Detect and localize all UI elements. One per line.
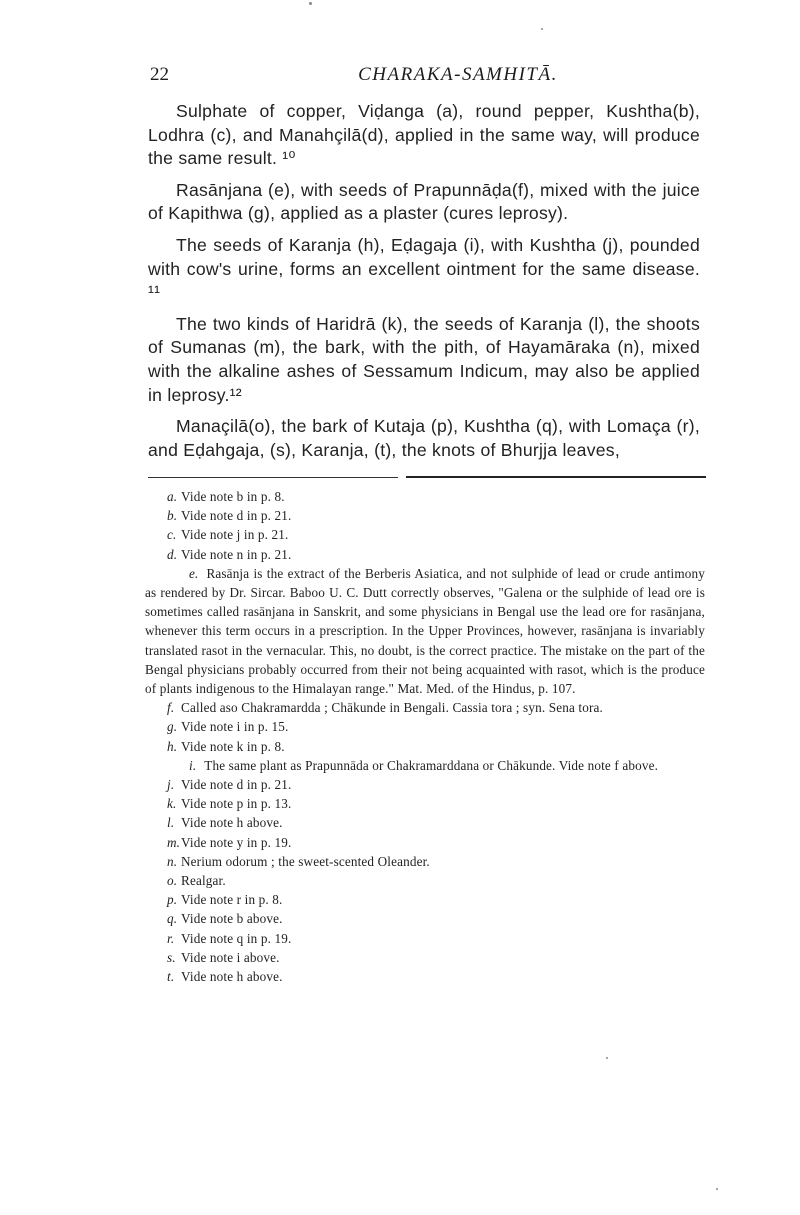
footnote: n. Nerium odorum ; the sweet-scented Oleander. — [167, 853, 430, 869]
footnote: j. Vide note d in p. 21. — [167, 777, 292, 793]
paragraph: Sulphate of copper, Viḍanga (a), round pepper, Kushtha(b), Lodhra (c), and Manahçilā(d), applied in the same way, will produce the same result. ¹⁰ — [148, 101, 700, 169]
footnote: k. Vide note p in p. 13. — [167, 796, 292, 812]
footnote: r. Vide note q in p. 19. — [167, 930, 292, 946]
footnote-text: Vide note b in p. 8. — [181, 489, 285, 504]
footnote: a. Vide note b in p. 8. — [167, 489, 285, 504]
footnote-text: Vide note i in p. 15. — [181, 719, 289, 735]
paper-speck — [716, 1188, 718, 1190]
footnote-separator — [148, 475, 708, 479]
running-title: CHARAKA-SAMHITĀ. — [358, 64, 558, 85]
footnote-label: i. — [189, 757, 197, 773]
footnote: s. Vide note i above. — [167, 949, 280, 965]
main-text — [148, 100, 700, 470]
footnote-text: Vide note i above. — [181, 949, 280, 965]
paper-speck — [309, 2, 312, 5]
separator-rule-right — [406, 476, 706, 478]
footnote — [145, 564, 705, 698]
paragraph: Rasānjana (e), with seeds of Prapunnāḍa(f), mixed with the juice of Kapithwa (g), applied as a plaster (cures leprosy). — [148, 179, 700, 224]
footnote: f. Called aso Chakramardda ; Chākunde in Bengali. Cassia tora ; syn. Sena tora. — [167, 700, 603, 716]
footnote: o. Realgar. — [167, 873, 226, 889]
footnote: b. Vide note d in p. 21. — [167, 508, 292, 524]
page-header — [148, 64, 708, 90]
footnote-text: Vide note k in p. 8. — [181, 738, 285, 754]
paper-speck — [541, 28, 543, 30]
footnote-text: Vide note b above. — [181, 911, 283, 927]
footnote: m.Vide note y in p. 19. — [167, 834, 292, 850]
footnote: q. Vide note b above. — [167, 911, 283, 927]
paragraph: The two kinds of Haridrā (k), the seeds of Karanja (l), the shoots of Sumanas (m), the bark, with the pith, of Hayamāraka (n), mixed with the alkaline ashes of Sessamum Indicum, may also be applied in leprosy.¹² — [148, 313, 700, 405]
footnote-text: Vide note q in p. 19. — [181, 930, 292, 946]
footnote-text: Vide note n in p. 21. — [181, 546, 292, 562]
footnote-text: Called aso Chakramardda ; Chākunde in Bengali. Cassia tora ; syn. Sena tora. — [181, 700, 603, 716]
footnote-text: The same plant as Prapunnāda or Chakramarddana or Chākunde. Vide note f above. — [204, 757, 659, 773]
footnote: h. Vide note k in p. 8. — [167, 738, 285, 754]
footnote-text: Vide note d in p. 21. — [181, 508, 292, 524]
paragraph: Manaçilā(o), the bark of Kutaja (p), Kushtha (q), with Lomaça (r), and Eḍahgaja, (s), Karanja, (t), the knots of Bhurjja leaves, — [148, 416, 700, 460]
footnote-text: Vide note r in p. 8. — [181, 892, 283, 908]
footnote-text: Rasānja is the extract of the Berberis Asiatica, and not sulphide of lead or crude antimony as rendered by Dr. Sircar. Baboo U. C. Dutt correctly observes, "Galena or the sulphide of lead ore is sometimes called rasānjana in Sanskrit, and some physicians in Bengal use the lead ore for rasānjana, whenever this term occurs in a prescription. In the Upper Provinces, however, rasānjana is invariably translated rasot in the vernacular. This, no doubt, is the correct practice. The mistake on the part of the Bengal physicians probably occurred from their not being acquainted with rasot, which is the produce of plants indigenous to the Himalayan range." Mat. Med. of the Hindus, p. 107. — [145, 565, 705, 697]
footnotes — [145, 487, 705, 986]
separator-rule-left — [148, 477, 398, 478]
footnote: g. Vide note i in p. 15. — [167, 719, 289, 735]
footnote-label: e. — [189, 565, 199, 581]
paper-speck — [606, 1057, 608, 1059]
footnote: l. Vide note h above. — [167, 815, 283, 831]
footnote-text: Vide note y in p. 19. — [181, 834, 292, 850]
footnote — [145, 756, 705, 775]
footnote: t. Vide note h above. — [167, 969, 283, 985]
footnote-text: Vide note j in p. 21. — [181, 527, 289, 543]
footnote: p. Vide note r in p. 8. — [167, 892, 283, 908]
footnote-text: Vide note h above. — [181, 969, 283, 985]
footnote-text: Vide note h above. — [181, 815, 283, 831]
page-number: 22 — [150, 64, 169, 85]
footnote: c. Vide note j in p. 21. — [167, 527, 289, 543]
footnote-text: Vide note p in p. 13. — [181, 796, 292, 812]
paragraph: The seeds of Karanja (h), Eḍagaja (i), with Kushtha (j), pounded with cow's urine, forms an excellent ointment for the same disease. ¹¹ — [148, 234, 700, 303]
footnote-text: Vide note d in p. 21. — [181, 777, 292, 793]
footnote-text: Nerium odorum ; the sweet-scented Oleander. — [181, 853, 430, 869]
footnote: d. Vide note n in p. 21. — [167, 546, 292, 562]
footnote-text: Realgar. — [181, 873, 226, 889]
